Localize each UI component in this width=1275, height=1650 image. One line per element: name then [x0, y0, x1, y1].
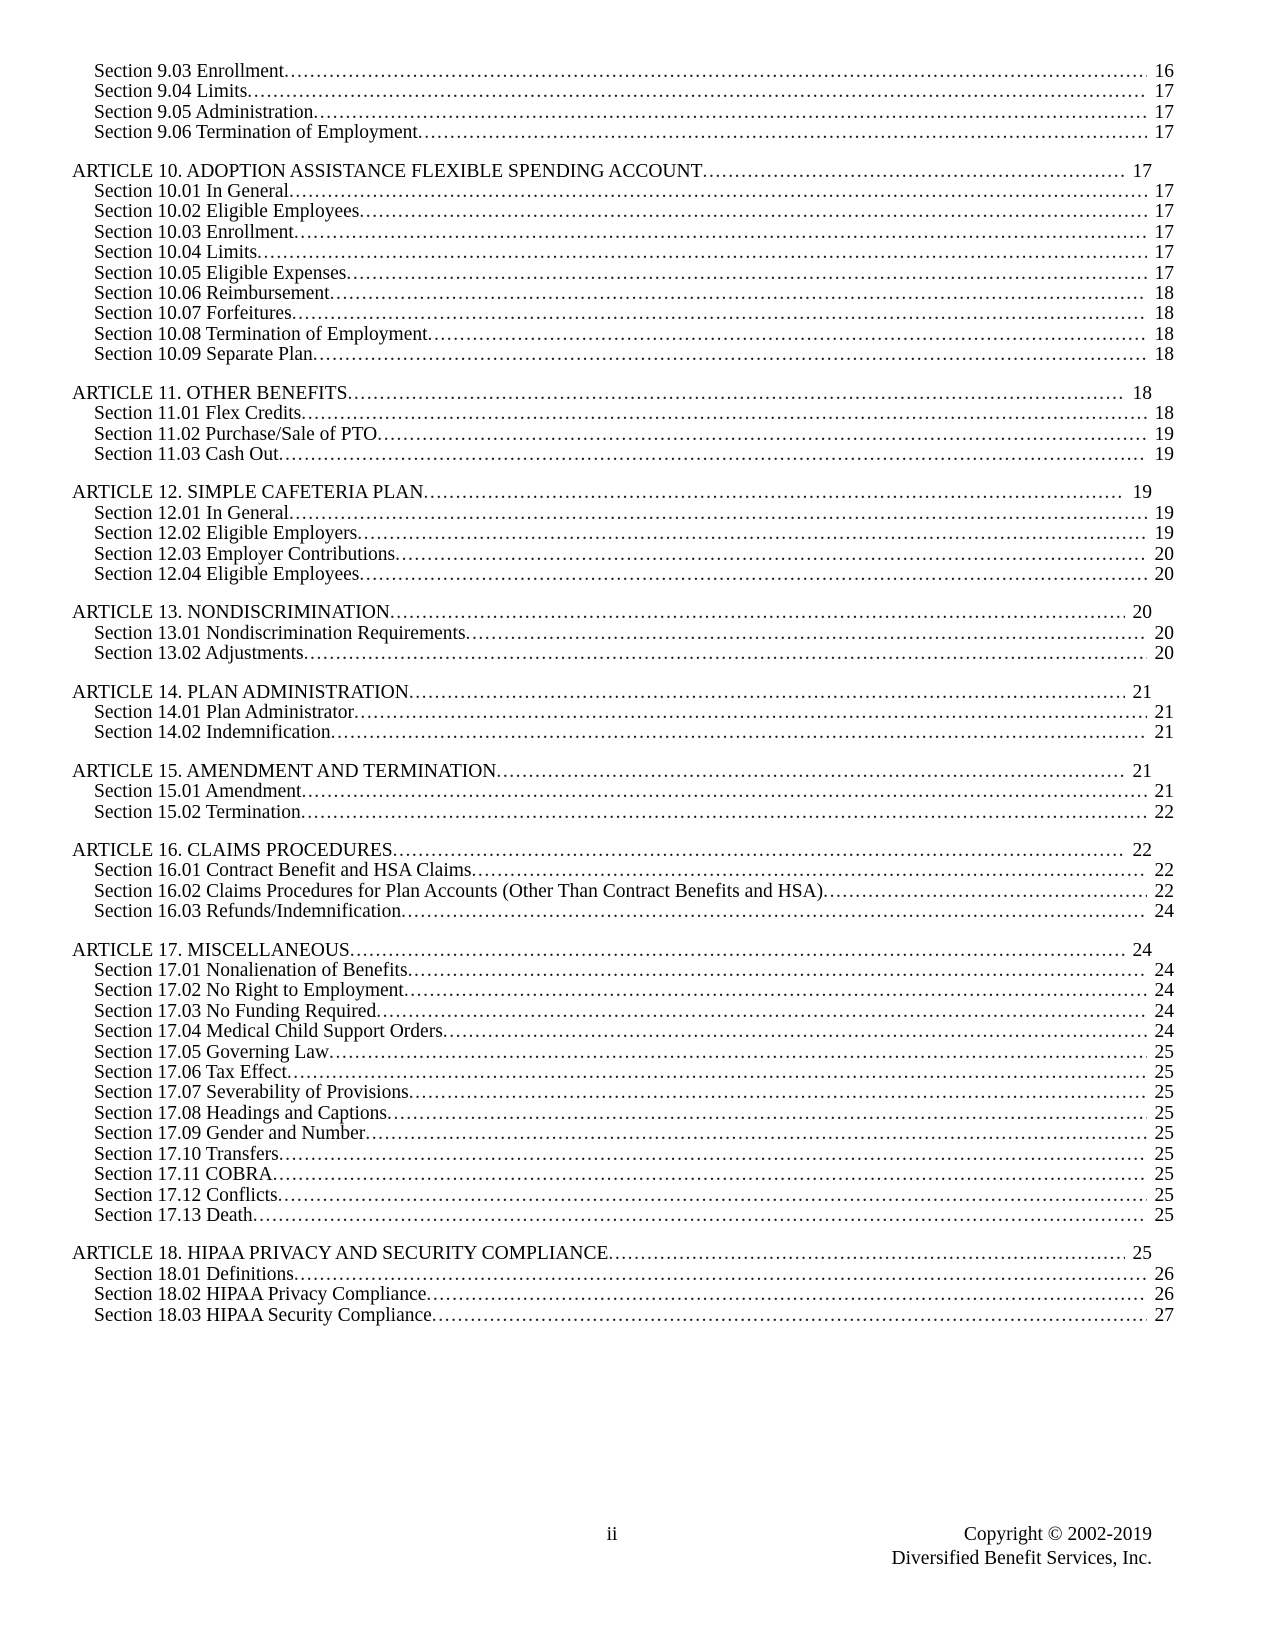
toc-section-row[interactable] [72, 223, 1174, 243]
toc-entry-label: Section 17.05 Governing Law [94, 1041, 330, 1063]
toc-entry-label: Section 17.06 Tax Effect [94, 1062, 287, 1084]
toc-section-row[interactable] [72, 345, 1174, 365]
toc-entry-page-number: 17 [1154, 81, 1174, 103]
toc-section-row[interactable] [72, 404, 1174, 424]
toc-section-row[interactable] [72, 803, 1174, 823]
toc-entry-page-number: 25 [1154, 1041, 1174, 1063]
toc-section-row[interactable] [72, 445, 1174, 465]
dot-leader [466, 624, 1147, 644]
toc-entry-page-number: 16 [1154, 61, 1174, 82]
toc-entry-label: Section 17.03 No Funding Required [94, 1000, 377, 1022]
toc-entry-page-number: 17 [1154, 201, 1174, 223]
dot-leader [253, 1206, 1147, 1226]
toc-entry-page-number: 18 [1132, 382, 1152, 404]
dot-leader [301, 782, 1147, 802]
toc-entry-label: Section 10.08 Termination of Employment [94, 323, 428, 345]
toc-entry-label: Section 13.01 Nondiscrimination Requirements [94, 622, 466, 644]
toc-section-row[interactable] [72, 1145, 1174, 1165]
toc-section-row[interactable] [72, 861, 1174, 881]
toc-section-row[interactable] [72, 524, 1174, 544]
toc-entry-label: Section 17.01 Nonalienation of Benefits [94, 960, 408, 982]
toc-section-row[interactable] [72, 304, 1174, 324]
toc-entry-page-number: 22 [1154, 880, 1174, 902]
toc-article-row[interactable] [72, 162, 1152, 182]
dot-leader [330, 284, 1147, 304]
toc-entry-label: Section 17.13 Death [94, 1204, 253, 1226]
dot-leader [257, 243, 1147, 263]
toc-entry-label: ARTICLE 10. ADOPTION ASSISTANCE FLEXIBLE SPENDING ACCOUNT [72, 160, 703, 182]
toc-entry-label: Section 10.03 Enrollment [94, 221, 294, 243]
toc-section-row[interactable] [72, 103, 1174, 123]
toc-article-row[interactable] [72, 603, 1152, 623]
toc-entry-page-number: 18 [1154, 303, 1174, 325]
toc-section-row[interactable] [72, 782, 1174, 802]
dot-leader [294, 223, 1147, 243]
toc-section-row[interactable] [72, 1063, 1174, 1083]
toc-entry-page-number: 19 [1154, 523, 1174, 545]
toc-section-row[interactable] [72, 123, 1174, 143]
dot-leader [496, 762, 1125, 782]
dot-leader [423, 483, 1125, 503]
toc-entry-label: Section 9.05 Administration [94, 101, 314, 123]
dot-leader [408, 961, 1147, 981]
toc-entry-page-number: 20 [1132, 602, 1152, 624]
toc-entry-page-number: 27 [1154, 1304, 1174, 1326]
toc-entry-label: Section 11.01 Flex Credits [94, 403, 302, 425]
toc-entry-label: Section 17.04 Medical Child Support Orders [94, 1021, 443, 1043]
dot-leader [273, 1165, 1147, 1185]
toc-entry-page-number: 17 [1132, 160, 1152, 182]
toc-entry-label: Section 18.03 HIPAA Security Compliance [94, 1304, 432, 1326]
dot-leader [608, 1244, 1125, 1264]
toc-entry-page-number: 26 [1154, 1284, 1174, 1306]
dot-leader [443, 1022, 1147, 1042]
toc-section-row[interactable] [72, 62, 1174, 82]
dot-leader [432, 1306, 1147, 1326]
toc-section-row[interactable] [72, 624, 1174, 644]
dot-leader [359, 565, 1147, 585]
toc-entry-page-number: 25 [1154, 1082, 1174, 1104]
toc-section-row[interactable] [72, 1124, 1174, 1144]
dot-leader [313, 103, 1147, 123]
toc-entry-label: Section 17.08 Headings and Captions [94, 1102, 388, 1124]
toc-entry-label: ARTICLE 15. AMENDMENT AND TERMINATION [72, 760, 497, 782]
toc-entry-page-number: 24 [1154, 901, 1174, 923]
toc-section-row[interactable] [72, 882, 1174, 902]
copyright-line: Copyright © 2002-2019 [963, 1524, 1152, 1545]
dot-leader [357, 524, 1147, 544]
dot-leader [304, 644, 1147, 664]
toc-section-row[interactable] [72, 1165, 1174, 1185]
toc-entry-label: Section 9.06 Termination of Employment [94, 122, 418, 144]
toc-entry-label: Section 10.07 Forfeitures [94, 303, 292, 325]
toc-entry-label: Section 13.02 Adjustments [94, 643, 304, 665]
toc-section-row[interactable] [72, 1265, 1174, 1285]
dot-leader [313, 345, 1147, 365]
toc-entry-page-number: 24 [1154, 1000, 1174, 1022]
toc-entry-page-number: 25 [1154, 1123, 1174, 1145]
toc-entry-page-number: 20 [1154, 622, 1174, 644]
toc-entry-label: Section 9.04 Limits [94, 81, 248, 103]
dot-leader [289, 504, 1147, 524]
toc-entry-page-number: 17 [1154, 181, 1174, 203]
dot-leader [472, 861, 1148, 881]
toc-entry-label: Section 11.02 Purchase/Sale of PTO [94, 423, 378, 445]
toc-entry-page-number: 20 [1154, 543, 1174, 565]
toc-section-row[interactable] [72, 182, 1174, 202]
toc-entry-label: Section 17.12 Conflicts [94, 1184, 278, 1206]
toc-section-row[interactable] [72, 1002, 1174, 1022]
dot-leader [426, 1285, 1147, 1305]
dot-leader [278, 1186, 1147, 1206]
toc-article-row[interactable] [72, 1244, 1152, 1264]
toc-entry-page-number: 18 [1154, 403, 1174, 425]
dot-leader [703, 162, 1125, 182]
toc-entry-page-number: 24 [1154, 960, 1174, 982]
toc-section-row[interactable] [72, 1022, 1174, 1042]
toc-entry-label: Section 10.04 Limits [94, 242, 258, 264]
toc-section-row[interactable] [72, 545, 1174, 565]
toc-section-row[interactable] [72, 565, 1174, 585]
toc-entry-label: ARTICLE 14. PLAN ADMINISTRATION [72, 681, 409, 703]
toc-article-row[interactable] [72, 762, 1152, 782]
dot-leader [292, 304, 1147, 324]
toc-entry-page-number: 18 [1154, 344, 1174, 366]
toc-entry-label: Section 17.10 Transfers [94, 1143, 279, 1165]
toc-entry-label: Section 12.03 Employer Contributions [94, 543, 396, 565]
toc-entry-page-number: 25 [1132, 1243, 1152, 1265]
toc-entry-page-number: 25 [1154, 1204, 1174, 1226]
dot-leader [350, 941, 1125, 961]
toc-entry-page-number: 25 [1154, 1102, 1174, 1124]
toc-entry-label: Section 14.01 Plan Administrator [94, 701, 354, 723]
dot-leader [289, 182, 1147, 202]
toc-entry-label: Section 15.02 Termination [94, 801, 301, 823]
dot-leader [409, 683, 1125, 703]
toc-entry-label: Section 18.01 Definitions [94, 1263, 294, 1285]
toc-section-row[interactable] [72, 504, 1174, 524]
dot-leader [428, 325, 1147, 345]
dot-leader [284, 62, 1147, 82]
toc-entry-page-number: 24 [1154, 1021, 1174, 1043]
dot-leader [409, 1083, 1147, 1103]
toc-entry-page-number: 21 [1132, 760, 1152, 782]
toc-entry-page-number: 22 [1154, 801, 1174, 823]
toc-entry-label: Section 10.06 Reimbursement [94, 283, 330, 305]
toc-article-row[interactable] [72, 841, 1152, 861]
dot-leader [418, 123, 1147, 143]
toc-entry-page-number: 26 [1154, 1263, 1174, 1285]
dot-leader [390, 603, 1125, 623]
toc-article-row[interactable] [72, 384, 1152, 404]
toc-entry-label: Section 16.02 Claims Procedures for Plan Accounts (Other Than Contract Benefits and HSA) [94, 880, 824, 902]
toc-entry-page-number: 22 [1154, 860, 1174, 882]
toc-entry-label: Section 12.02 Eligible Employers [94, 523, 358, 545]
toc-entry-page-number: 19 [1154, 423, 1174, 445]
toc-entry-page-number: 17 [1154, 101, 1174, 123]
toc-entry-page-number: 25 [1154, 1143, 1174, 1165]
toc-entry-page-number: 25 [1154, 1164, 1174, 1186]
dot-leader [294, 1265, 1147, 1285]
toc-entry-page-number: 21 [1154, 781, 1174, 803]
table-of-contents [72, 61, 1174, 1326]
toc-entry-page-number: 20 [1154, 563, 1174, 585]
toc-section-row[interactable] [72, 703, 1174, 723]
toc-entry-label: ARTICLE 16. CLAIMS PROCEDURES [72, 840, 393, 861]
toc-section-row[interactable] [72, 284, 1174, 304]
toc-entry-label: Section 15.01 Amendment [94, 781, 302, 803]
toc-section-row[interactable] [72, 1206, 1174, 1226]
toc-entry-label: Section 16.01 Contract Benefit and HSA Claims [94, 860, 472, 882]
dot-leader [279, 445, 1147, 465]
dot-leader [287, 1063, 1147, 1083]
toc-entry-page-number: 21 [1154, 701, 1174, 723]
toc-entry-label: Section 14.02 Indemnification [94, 722, 331, 744]
toc-section-row[interactable] [72, 961, 1174, 981]
toc-article-row[interactable] [72, 483, 1152, 503]
toc-entry-label: Section 10.05 Eligible Expenses [94, 262, 347, 284]
dot-leader [346, 264, 1147, 284]
toc-entry-label: ARTICLE 18. HIPAA PRIVACY AND SECURITY COMPLIANCE [72, 1243, 609, 1265]
dot-leader [823, 882, 1147, 902]
dot-leader [376, 1002, 1147, 1022]
footer-page-number: ii [606, 1524, 618, 1545]
toc-entry-page-number: 24 [1154, 980, 1174, 1002]
toc-section-row[interactable] [72, 981, 1174, 1001]
toc-section-row[interactable] [72, 82, 1174, 102]
toc-entry-label: ARTICLE 13. NONDISCRIMINATION [72, 602, 390, 624]
toc-entry-page-number: 17 [1154, 122, 1174, 144]
toc-entry-page-number: 17 [1154, 242, 1174, 264]
toc-section-row[interactable] [72, 1104, 1174, 1124]
toc-entry-page-number: 25 [1154, 1062, 1174, 1084]
toc-entry-label: Section 10.02 Eligible Employees [94, 201, 360, 223]
toc-article-row[interactable] [72, 683, 1152, 703]
dot-leader [247, 82, 1147, 102]
toc-section-row[interactable] [72, 902, 1174, 922]
toc-section-row[interactable] [72, 325, 1174, 345]
dot-leader [329, 1043, 1147, 1063]
toc-entry-label: Section 10.01 In General [94, 181, 289, 203]
toc-entry-label: Section 17.11 COBRA [94, 1164, 273, 1186]
dot-leader [354, 703, 1147, 723]
dot-leader [377, 425, 1147, 445]
toc-article-row[interactable] [72, 941, 1152, 961]
toc-section-row[interactable] [72, 1043, 1174, 1063]
toc-section-row[interactable] [72, 1186, 1174, 1206]
toc-section-row[interactable] [72, 1083, 1174, 1103]
toc-entry-page-number: 22 [1132, 840, 1152, 861]
dot-leader [359, 202, 1147, 222]
toc-entry-label: Section 9.03 Enrollment [94, 61, 285, 82]
toc-entry-label: ARTICLE 11. OTHER BENEFITS [72, 382, 348, 404]
toc-entry-label: ARTICLE 17. MISCELLANEOUS [72, 939, 350, 961]
page-footer [72, 1523, 1152, 1575]
toc-entry-page-number: 21 [1132, 681, 1152, 703]
footer-copyright-block [892, 1523, 1152, 1571]
dot-leader [279, 1145, 1147, 1165]
dot-leader [395, 545, 1147, 565]
toc-entry-label: Section 12.04 Eligible Employees [94, 563, 360, 585]
dot-leader [365, 1124, 1147, 1144]
toc-section-row[interactable] [72, 243, 1174, 263]
toc-entry-page-number: 20 [1154, 643, 1174, 665]
toc-entry-label: Section 10.09 Separate Plan [94, 344, 313, 366]
dot-leader [301, 404, 1147, 424]
dot-leader [404, 981, 1147, 1001]
toc-entry-page-number: 17 [1154, 262, 1174, 284]
toc-entry-label: Section 17.02 No Right to Employment [94, 980, 404, 1002]
toc-entry-page-number: 19 [1154, 502, 1174, 524]
dot-leader [393, 841, 1125, 861]
toc-section-row[interactable] [72, 723, 1174, 743]
toc-entry-page-number: 25 [1154, 1184, 1174, 1206]
dot-leader [301, 803, 1147, 823]
toc-entry-page-number: 18 [1154, 323, 1174, 345]
toc-entry-label: Section 16.03 Refunds/Indemnification [94, 901, 402, 923]
dot-leader [331, 723, 1147, 743]
toc-entry-page-number: 17 [1154, 221, 1174, 243]
toc-entry-label: Section 18.02 HIPAA Privacy Compliance [94, 1284, 427, 1306]
toc-entry-page-number: 19 [1154, 443, 1174, 465]
toc-section-row[interactable] [72, 264, 1174, 284]
toc-section-row[interactable] [72, 644, 1174, 664]
toc-section-row[interactable] [72, 1306, 1174, 1326]
toc-entry-page-number: 19 [1132, 482, 1152, 504]
company-line: Diversified Benefit Services, Inc. [891, 1548, 1152, 1569]
toc-section-row[interactable] [72, 425, 1174, 445]
dot-leader [387, 1104, 1147, 1124]
dot-leader [401, 902, 1147, 922]
toc-entry-label: Section 12.01 In General [94, 502, 289, 524]
toc-section-row[interactable] [72, 1285, 1174, 1305]
toc-entry-label: Section 17.09 Gender and Number [94, 1123, 366, 1145]
dot-leader [347, 384, 1125, 404]
toc-entry-page-number: 21 [1154, 722, 1174, 744]
toc-entry-page-number: 18 [1154, 283, 1174, 305]
toc-entry-label: ARTICLE 12. SIMPLE CAFETERIA PLAN [72, 482, 424, 504]
toc-entry-label: Section 17.07 Severability of Provisions [94, 1082, 409, 1104]
toc-entry-page-number: 24 [1132, 939, 1152, 961]
toc-section-row[interactable] [72, 202, 1174, 222]
toc-entry-label: Section 11.03 Cash Out [94, 443, 279, 465]
